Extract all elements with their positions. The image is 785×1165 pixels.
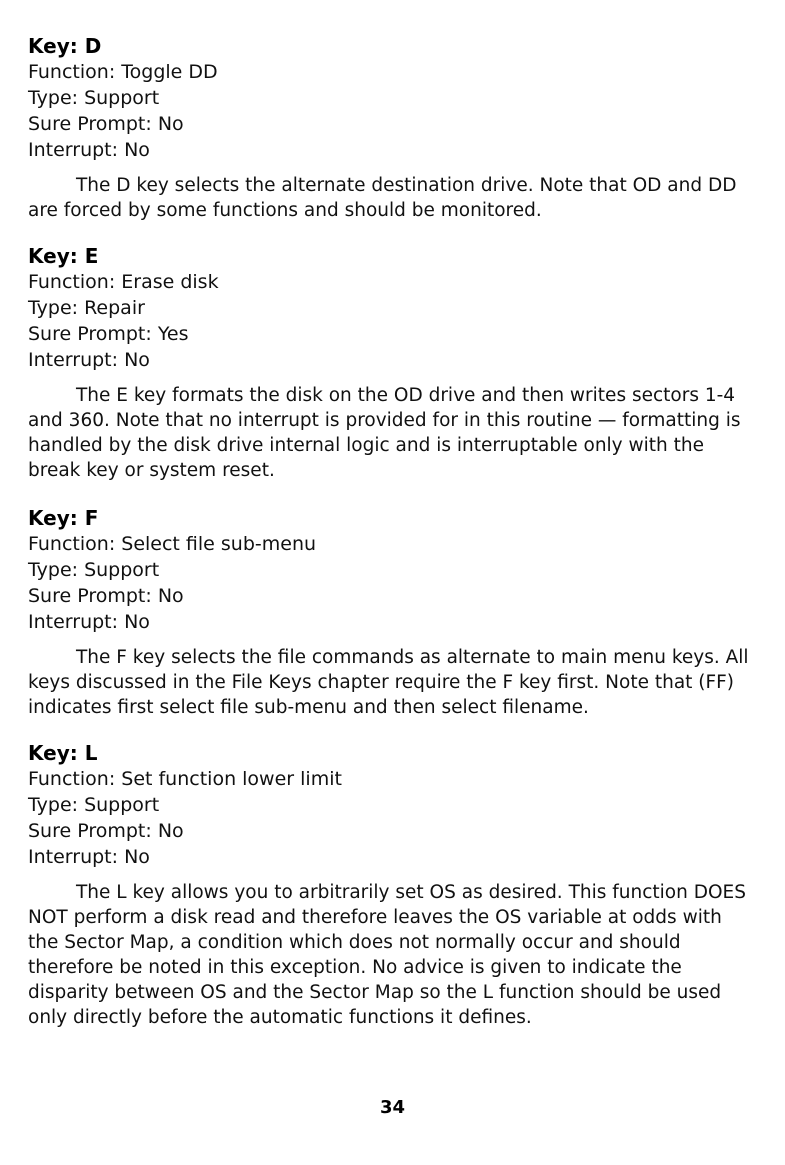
entry-key-e [28,243,758,483]
entry-attributes [28,766,758,870]
entry-attributes [28,531,758,635]
entry-key-f [28,505,758,720]
entry-function: Function: Set function lower limit [28,768,342,790]
entry-attributes [28,59,758,163]
entry-description: The L key allows you to arbitrarily set OS as desired. This function DOES NOT perform a disk read and therefore leaves the OS variable at odds with the Sector Map, a condition which does not normally occur and should therefore be noted in this exception. No advice is given to indicate the disparity between OS and the Sector Map so the L function should be used only directly before the automatic functions it defines. [28,882,746,1028]
entry-description: The F key selects the file commands as alternate to main menu keys. All keys discussed in the File Keys chapter require the F key first. Note that (FF) indicates first select file sub-menu and then select filename. [28,647,749,718]
entry-type: Type: Support [28,794,160,816]
entry-function: Function: Select file sub-menu [28,533,317,555]
entry-description: The E key formats the disk on the OD drive and then writes sectors 1-4 and 360. Note that no interrupt is provided for in this routine — formatting is handled by the disk drive internal logic and is interruptable only with the break key or system reset. [28,385,741,481]
entry-function: Function: Erase disk [28,271,219,293]
entry-description: The D key selects the alternate destination drive. Note that OD and DD are forced by some functions and should be monitored. [28,175,737,221]
entry-attributes [28,269,758,373]
entry-interrupt: Interrupt: No [28,846,150,868]
entry-sure-prompt: Sure Prompt: No [28,113,184,135]
entry-interrupt: Interrupt: No [28,139,150,161]
entry-sure-prompt: Sure Prompt: Yes [28,323,189,345]
entry-type: Type: Support [28,559,160,581]
entry-function: Function: Toggle DD [28,61,218,83]
entry-key-l [28,740,758,1030]
entry-sure-prompt: Sure Prompt: No [28,820,184,842]
entry-type: Type: Support [28,87,160,109]
entry-heading: Key: D [28,34,102,58]
entry-key-d [28,33,758,223]
entry-heading: Key: F [28,506,99,530]
page-number: 34 [379,1097,406,1118]
entry-type: Type: Repair [28,297,145,319]
entry-sure-prompt: Sure Prompt: No [28,585,184,607]
entry-heading: Key: E [28,244,99,268]
entry-interrupt: Interrupt: No [28,611,150,633]
entry-heading: Key: L [28,741,98,765]
entry-interrupt: Interrupt: No [28,349,150,371]
